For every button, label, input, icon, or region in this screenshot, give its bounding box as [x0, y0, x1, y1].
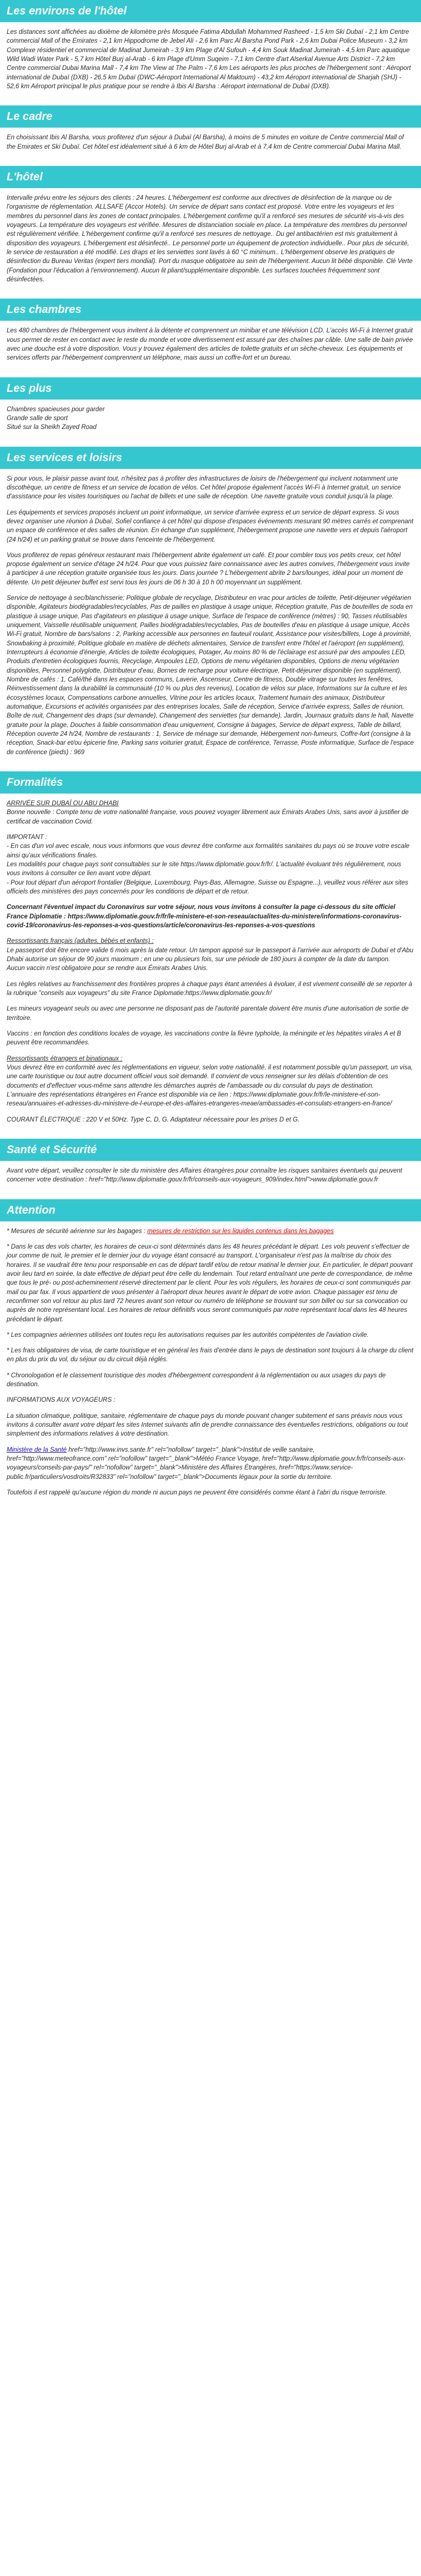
section-sante [0, 1139, 421, 1185]
highlight-item: Grande salle de sport [7, 415, 68, 422]
paragraph: Le passeport doit être encore valide 6 mois après la date retour. Un tampon apposé sur le passeport à l'arrivée aux aéroports de Dubaï et d'Abu Dhabi autorise un séjour de 90 jours maximum ; en une ou plusieurs fois, sur une période de 180 jours à compter de la date du tampon. [7, 947, 414, 963]
paragraph: Les distances sont affichées au dixième de kilomètre près Mosquée Fatima Abdullah Mohammed Rasheed - 1,5 km Ski Dubaï - 2,1 km Centre commercial Mall of the Emirates - 2,1 km Hippodrome de Jebel Ali - 2,6 km Parc Al Barsha Pond Park - 2,6 km Dubai Police Museum - 3,2 km Complexe résidentiel et commercial de Madinat Jumeirah - 3,9 km Plage d'Al Sufouh - 4,4 km Souk Madinat Jumeirah - 4,5 km Parc aquatique Wild Wadi Water Park - 5,7 km Hôtel Burj al-Arab - 6 km Plage d'Umm Suqeim - 7,1 km Centre d'art Alserkal Avenue Arts District - 7,2 km Centre commercial Dubai Marina Mall - 7,4 km The View at The Palm - 7,6 km Les aéroports les plus proches de l'hébergement sont : Aéroport international de Dubaï (DXB) - 26,5 km Dubaï (DWC-Aéroport International Al Maktoum) - 43,2 km Aéroport international de Sharjah (SHJ) - 52,6 km Aéroport principal le plus pratique pour se rendre à Ibis Al Barsha : Aéroport international de Dubaï (DXB). [7, 29, 411, 90]
section-title: Santé et Sécurité [0, 1139, 421, 1161]
section-environs [0, 0, 421, 91]
paragraph: COURANT ÉLECTRIQUE : 220 V et 50Hz. Type C, D, G. Adaptateur nécessaire pour les prises D et G. [7, 1116, 300, 1123]
paragraph: Vaccins : en fonction des conditions locales de voyage, les vaccinations contre la fièvre typhoïde, la méningite et les hépatites virales A et B peuvent être recommandées. [7, 1030, 402, 1047]
section-content [0, 22, 421, 91]
links-text: href="http://www.invs.sante.fr" rel="nofollow" target="_blank">Institut de veille sanitaire, href="http://www.meteofrance.com" rel="nofollow" target="_blank">Météo France Voyage, href="http://www.diplomatie.gouv.fr/fr/conseils-aux-voyageurs/conseils-par-pays/" rel="nofollow" target="_blank">Ministère des Affaires Étrangères, href="https://www.service-public.fr/particuliers/vosdroits/R32833" rel="nofollow" target="_blank">Documents légaux pour la sortie du territoire. [7, 1446, 405, 1481]
covid-notice: Concernant l'éventuel impact du Coronavirus sur votre séjour, nous vous invitons à consulter la page ci-dessous du site officiel France Diplomatie : https://www.diplomatie.gouv.fr/fr/le-ministere-et-son-reseau/actualites-du-ministere/informations-coronavirus-covid-19/coronavirus-les-reponses-a-vos-questions/article/coronavirus-les-reponses-a-vos-questions [7, 904, 402, 929]
section-content [0, 469, 421, 757]
paragraph: Service de nettoyage à sec/blanchisserie; Politique globale de recyclage, Distributeur en vrac pour articles de toilette, Petit-déjeuner végétarien disponible, Agitateurs biodégradables/recyclables, Pas de pailles en plastique à usage unique, Réception gratuite, Pas de bouteilles de soda en plastique à usage unique, Pas d'agitateurs en plastique à usage unique, Surface de l'espace de conférence (mètres) : 90, Tasses réutilisables uniquement, Vaisselle réutilisable uniquement, Pailles biodégradables/recyclables, Pas de bouteilles d'eau en plastique à usage unique, Accès Wi-Fi gratuit, Nombre de bars/salons : 2, Parking accessible aux personnes en fauteuil roulant, Assistance pour visites/billets, Loge à provimité, Snowbaking à proximité, Politique globale en matière de déchets alimentaires, Service de transfert entre l'hôtel et l'aéroport (en supplément), Interrupteurs à économie d'énergie, Articles de toilette écologiques, Potager, Au moins 80 % de l'éclairage est assuré par des ampoules LED, Produits d'entretien écologiques fournis, Recyclage, Ampoules LED, Options de menu végétarien disponibles, Options de menu végétarien disponibles, Personnel polyglotte, Distributeur d'eau, Bornes de recharge pour voiture électrique, Petit-déjeuner disponible (en supplément), Nombre de cafés : 1, Café/thé dans les espaces communs, Laverie, Ascenseur, Centre de fitness, Double vitrage sur toutes les fenêtres, Réinvestissement dans la durabilité la communauté (10 % ou plus des revenus), Location de vélos sur place, Informations sur la culture et les écosystèmes locaux, Compensations carbone annuelles, Vitrine pour les articles locaux, Traitement humain des animaux, Distributeur automatique, Excursions et activités organisées par des entreprises locales, Salle de réception, Service d'arrivée express, Salles de réunion, Boîte de nuit, Changement des draps (sur demande), Changement des serviettes (sur demande), Jardin, Journaux gratuits dans le hall, Navette gratuite pour la plage, Douches à faible consommation d'eau uniquement, Consigne à bagages, Service de départ express, Table de billard, Réception ouverte 24 h/24, Nombre de restaurants : 1, Service de ménage sur demande, Hébergement non-fumeurs, Coffre-fort (consigne à la réception, Snack-bar et/ou épicerie fine, Parking sans voiturier gratuit, Espace de conférence, Terrasse, Poste informatique, Surface de l'espace de conférence (pieds) : 969 [7, 595, 414, 756]
paragraph [7, 1227, 414, 1236]
section-content [0, 1161, 421, 1185]
section-content [0, 128, 421, 151]
paragraph: La situation climatique, politique, sanitaire, réglementaire de chaque pays du monde pouvant changer subitement et sans préavis nous vous invitons à consulter avant votre départ les sites Internet suivants afin de prendre connaissance des éventuelles restrictions, obligations ou tout simplement des informations relatives à votre destination. [7, 1412, 408, 1438]
paragraph: Vous profiterez de repas généreux restaurant mais l'hébergement abrite également un café. Et pour combler tous vos petits creux, cet hôtel propose également un service d'étage 24 h/24. Pour que vous puissiez faire connaissance avec les autres convives, l'hébergement vous invite à participer à une réception gratuite organisée tous les jours. Dans journée ? L'hébergement abrite 2 bars/lounges, idéal pour un moment de détente. Un petit déjeuner buffet est servi tous les jours de 06 h 30 à 10 h 00 moyennant un supplément. [7, 552, 410, 586]
section-chambres [0, 299, 421, 362]
paragraph: Les modalités pour chaque pays sont consultables sur le site https://www.diplomatie.gouv.fr/fr/. L'actualité évoluant très régulièrement, nous vous invitons à consulter ce lien avant votre départ. [7, 861, 402, 877]
paragraph: INFORMATIONS AUX VOYAGEURS : [7, 1397, 116, 1404]
baggage-label: * Mesures de sécurité aérienne sur les bagages : [7, 1228, 148, 1235]
section-title: Les chambres [0, 299, 421, 321]
section-attention [0, 1199, 421, 1498]
section-title: Les environs de l'hôtel [0, 0, 421, 22]
paragraph: En choisissant Ibis Al Barsha, vous profiterez d'un séjour à Dubaï (Al Barsha), à moins de 5 minutes en voiture de Centre commercial Mall of the Emirates et Ski Dubaï. Cet hôtel est idéalement situé à 6 km de Hôtel Burj al-Arab et à 7,4 km de Centre commercial Dubai Marina Mall. [7, 134, 404, 150]
section-title: Formalités [0, 771, 421, 794]
paragraph: Vous devrez être en conformité avec les réglementations en vigueur, selon votre nationalité, il est notamment possible qu'un passeport, un visa, une carte touristique ou tout autre document officiel vous soit demandé. Il convient de vous renseigner sur les délais d'obtention de ces documents et d'effectuer vous-même sans attendre les démarches auprès de l'ambassade ou du consulat du pays de destination. [7, 1064, 413, 1089]
subheading: IMPORTANT : [7, 834, 48, 841]
paragraph: Les règles relatives au franchissement des frontières propres à chaque pays étant amenées à évoluer, il est vivement conseillé de se reporter à la rubrique "conseils aux voyageurs" du site France Diplomatie:https://www.diplomatie.gouv.fr/ [7, 981, 413, 997]
paragraph: * Les frais obligatoires de visa, de carte touristique et en général les frais d'entrée dans le pays de destination sont toujours à la charge du client en plus du prix du vol, du séjour ou du circuit déjà réglés. [7, 1347, 414, 1363]
paragraph: Si pour vous, le plaisir passe avant tout, n'hésitez pas à profiter des infrastructures de loisirs de l'hébergement qui incluent notamment une discothèque, un centre de fitness et un service de location de vélos. Cet hôtel propose également l'accès Wi-Fi à Internet gratuit, un service d'assistance pour les visites touristiques ou l'achat de billets et une salle de réception. Une navette gratuite vous conduit jusqu'à la plage. [7, 475, 401, 501]
paragraph: * Les compagnies aériennes utilisées ont toutes reçu les autorisations requises par les autorités compétentes de l'aviation civile. [7, 1331, 369, 1338]
paragraph: * Chronologation et le classement touristique des modes d'hébergement correspondent à la réglementation ou aux usages du pays de destination. [7, 1372, 386, 1388]
section-formalites [0, 771, 421, 1124]
paragraph: Aucun vaccin n'est obligatoire pour se rendre aux Émirats Arabes Unis. [7, 965, 208, 972]
section-content [0, 188, 421, 284]
paragraph: Les 480 chambres de l'hébergement vous invitent à la détente et comprennent un minibar et une télévision LCD. L'accès Wi-Fi à Internet gratuit vous permet de rester en contact avec le reste du monde et votre divertissement est assuré par des chaînes par câble. Une salle de bain privée avec une douche est à votre disposition. Vous y trouvez également des articles de toilette gratuits et un sèche-cheveux. Les équipements et services offerts par l'hébergement comprennent un téléphone, mais aussi un coffre-fort et un bureau. [7, 327, 413, 362]
section-title: Les services et loisirs [0, 447, 421, 469]
section-content [0, 1221, 421, 1498]
paragraph: Les équipements et services proposés incluent un point informatique, un service d'arrivée express et un service de départ express. Si vous devez organiser une réunion à Dubaï, Sofiel confiance à cet hôtel qui dispose d'espaces événements mesurant 90 mètres carrés et comprenant un espace de conférence et des salles de réunion. En échange d'un supplément, l'hébergement propose une navette vers et depuis l'aéroport (24 h/24) et un parking gratuit se trouve dans l'enceinte de l'hébergement. [7, 509, 414, 543]
subheading: Ressortissants étrangers et binationaux : [7, 1055, 123, 1062]
section-plus [0, 377, 421, 432]
paragraph: Bonne nouvelle : Compte tenu de votre nationalité française, vous pouvez voyager librement aux Émirats Arabes Unis, sans avoir à justifier de certificat de vaccination Covid. [7, 809, 409, 825]
section-content [0, 321, 421, 362]
paragraph: Les mineurs voyageant seuls ou avec une personne ne disposant pas de l'autorité parentale doivent être munis d'une autorisation de sortie de territoire. [7, 1006, 409, 1022]
paragraph [7, 1446, 414, 1482]
section-content [0, 794, 421, 1124]
section-hotel [0, 166, 421, 284]
section-title: L'hôtel [0, 166, 421, 188]
paragraph: - Pour tout départ d'un aéroport frontalier (Belgique, Luxembourg, Pays-Bas, Allemagne, Suisse ou Espagne...), veuillez vous référer aux sites officiels des ministères des pays concernés pour les conditions de départ et de retour. [7, 879, 408, 895]
health-ministry-link[interactable]: Ministère de la Santé [7, 1446, 67, 1453]
section-content [0, 400, 421, 432]
liquids-restriction-link[interactable]: mesures de restriction sur les liquides contenus dans les bagages [147, 1228, 334, 1235]
highlights-list [7, 405, 414, 432]
section-title: Les plus [0, 377, 421, 400]
section-title: Attention [0, 1199, 421, 1221]
paragraph: - En cas d'un vol avec escale, nous vous informons que vous devrez être conforme aux formalités sanitaires du pays où se trouve votre escale ainsi qu'aux vérifications finales. [7, 843, 410, 859]
paragraph: Avant votre départ, veuillez consulter le site du ministère des Affaires étrangères pour connaître les risques sanitaires éventuels qui peuvent concerner votre destination : href="http://www.diplomatie.gouv.fr/fr/conseils-aux-voyageurs_909/index.html">www.diplomatie.gouv.fr [7, 1167, 403, 1184]
section-services [0, 447, 421, 757]
paragraph: * Dans le cas des vols charter, les horaires de ceux-ci sont déterminés dans les 48 heures précédant le départ. Les vols peuvent s'effectuer de jour comme de nuit, le premier et le dernier jour du voyage étant consacré au transport. L'organisateur n'est pas la maîtrise du choix des horaires. Il se vaudrait être tenu pour responsable en cas de départ tardif et/ou de retour matinal le dernier jour. En particulier, le départ pouvant avoir lieu tard en soirée, la date effective de départ peut être celle du lendemain. Tout retard entraînant une perte de correspondance, de même que tous le pré- ou post-acheminement réservé directement par le client. Pour les vols réguliers, les horaires de ceux-ci sont communiqués par mail ou par fax. Il vous appartient de vous présenter à l'aéroport deux heures avant le départ de votre avion. Chaque passager est tenu de reconfirmer son vol retour au plus tard 72 heures avant son retour ou numéro de téléphone se trouvant sur son billet ou sur sa convocation ou auprès de notre représentant local. Les horaires de retour définitifs vous seront communiqués par notre représentant local dans les 48 heures précédant le départ. [7, 1243, 413, 1323]
paragraph: L'annuaire des représentations étrangères en France est disponible via ce lien : https://www.diplomatie.gouv.fr/fr/le-ministere-et-son-reseau/annuaires-et-adresses-du-ministere-de-l-europe-et-des-affaires-etrangeres-meae/ambassades-et-consulats-etrangers-en-france/ [7, 1091, 392, 1108]
highlight-item: Chambres spacieuses pour garder [7, 406, 105, 413]
paragraph: Toutefois il est rappelé qu'aucune région du monde ni aucun pays ne peuvent être considérés comme étant à l'abri du risque terroriste. [7, 1489, 387, 1497]
section-cadre [0, 105, 421, 151]
highlight-item: Situé sur la Sheikh Zayed Road [7, 424, 97, 431]
subheading: ARRIVÉE SUR DUBAÏ OU ABU DHABI [7, 800, 119, 807]
subheading: Ressortissants français (adultes, bébés et enfants) : [7, 938, 154, 945]
paragraph: Intervalle prévu entre les séjours des clients : 24 heures. L'hébergement est conforme aux directives de désinfection de la marque ou de l'organisme de réglementation. ALLSAFE (Accor Hotels). Un service de départ sans contact est proposé. Votre entre les voyageurs et les membres du personnel dans les zones de contact principales. L'hébergement confirme qu'il a renforcé ses mesures de sécurité vis-à-vis des voyageurs. La température des voyageurs est vérifiée. Mesures de distanciation sociale en place. La température des membres du personnel est régulièrement vérifiée. L'hébergement confirme qu'il a renforcé ses mesures de nettoyage.. Du gel antibactérien est mis gratuitement à disposition des voyageurs. L'hébergement est désinfecté.. Le personnel porte un équipement de protection individuelle.. Pour plus de sécurité, le service de restauration a été modifié. Les draps et les serviettes sont lavés à 60 °C minimum.. L'hébergement observe les pratiques de désinfection du Bureau Veritas (expert tiers mondial). Port du masque obligatoire au sein de l'hébergement. Aucun lit bébé disponible. Clé Verte (Fondation pour l'éducation à l'environnement). Aucun lit pliant/supplémentaire disponible. Les surfaces touchées fréquemment sont désinfectées. [7, 194, 413, 283]
section-title: Le cadre [0, 105, 421, 128]
